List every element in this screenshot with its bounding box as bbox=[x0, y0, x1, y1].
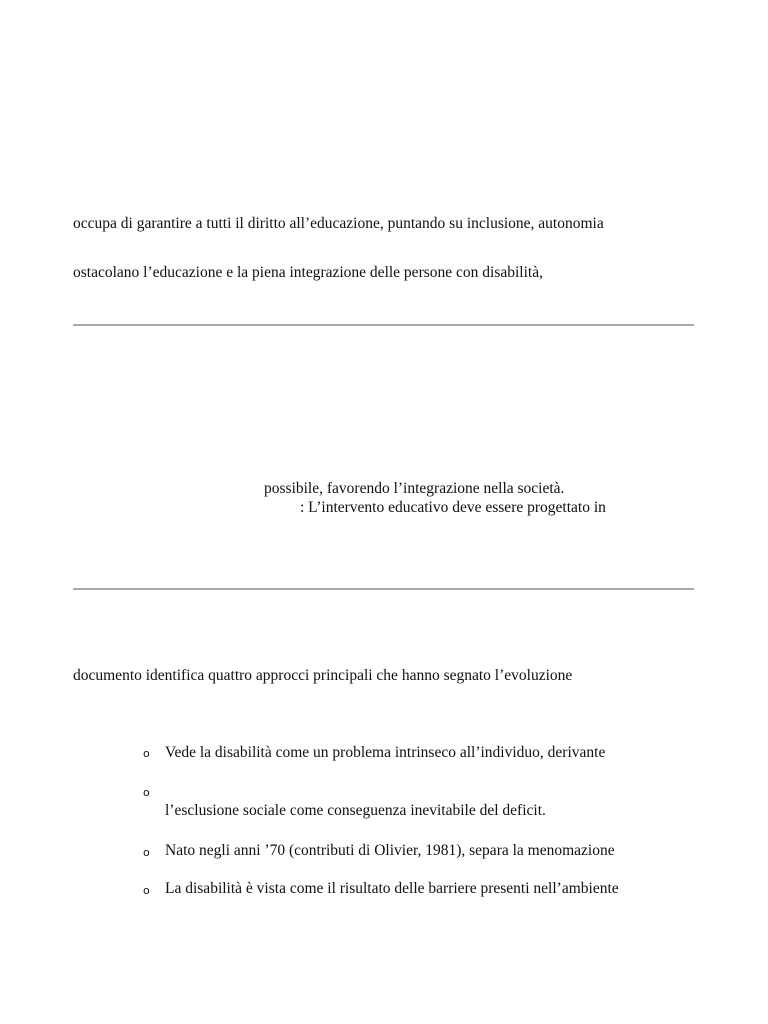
list-item: l’esclusione sociale come conseguenza inevitabile del deficit. bbox=[165, 802, 546, 819]
paragraph-line: documento identifica quattro approcci principali che hanno segnato l’evoluzione bbox=[73, 667, 573, 684]
paragraph-line: : L’intervento educativo deve essere progettato in bbox=[300, 499, 606, 516]
paragraph-line: ostacolano l’educazione e la piena integrazione delle persone con disabilità, bbox=[73, 264, 543, 281]
paragraph-line: occupa di garantire a tutti il diritto all’educazione, puntando su inclusione, autonomia bbox=[73, 215, 604, 232]
bullet-marker: o bbox=[143, 786, 150, 799]
bullet-marker: o bbox=[143, 884, 150, 897]
horizontal-rule bbox=[73, 588, 694, 590]
bullet-marker: o bbox=[143, 747, 150, 760]
list-item: Vede la disabilità come un problema intrinseco all’individuo, derivante bbox=[165, 744, 606, 761]
paragraph-line: possibile, favorendo l’integrazione nella società. bbox=[264, 480, 565, 497]
list-item: Nato negli anni ’70 (contributi di Olivier, 1981), separa la menomazione bbox=[165, 842, 615, 859]
horizontal-rule bbox=[73, 324, 694, 326]
list-item: La disabilità è vista come il risultato delle barriere presenti nell’ambiente bbox=[165, 880, 619, 897]
bullet-marker: o bbox=[143, 846, 150, 859]
